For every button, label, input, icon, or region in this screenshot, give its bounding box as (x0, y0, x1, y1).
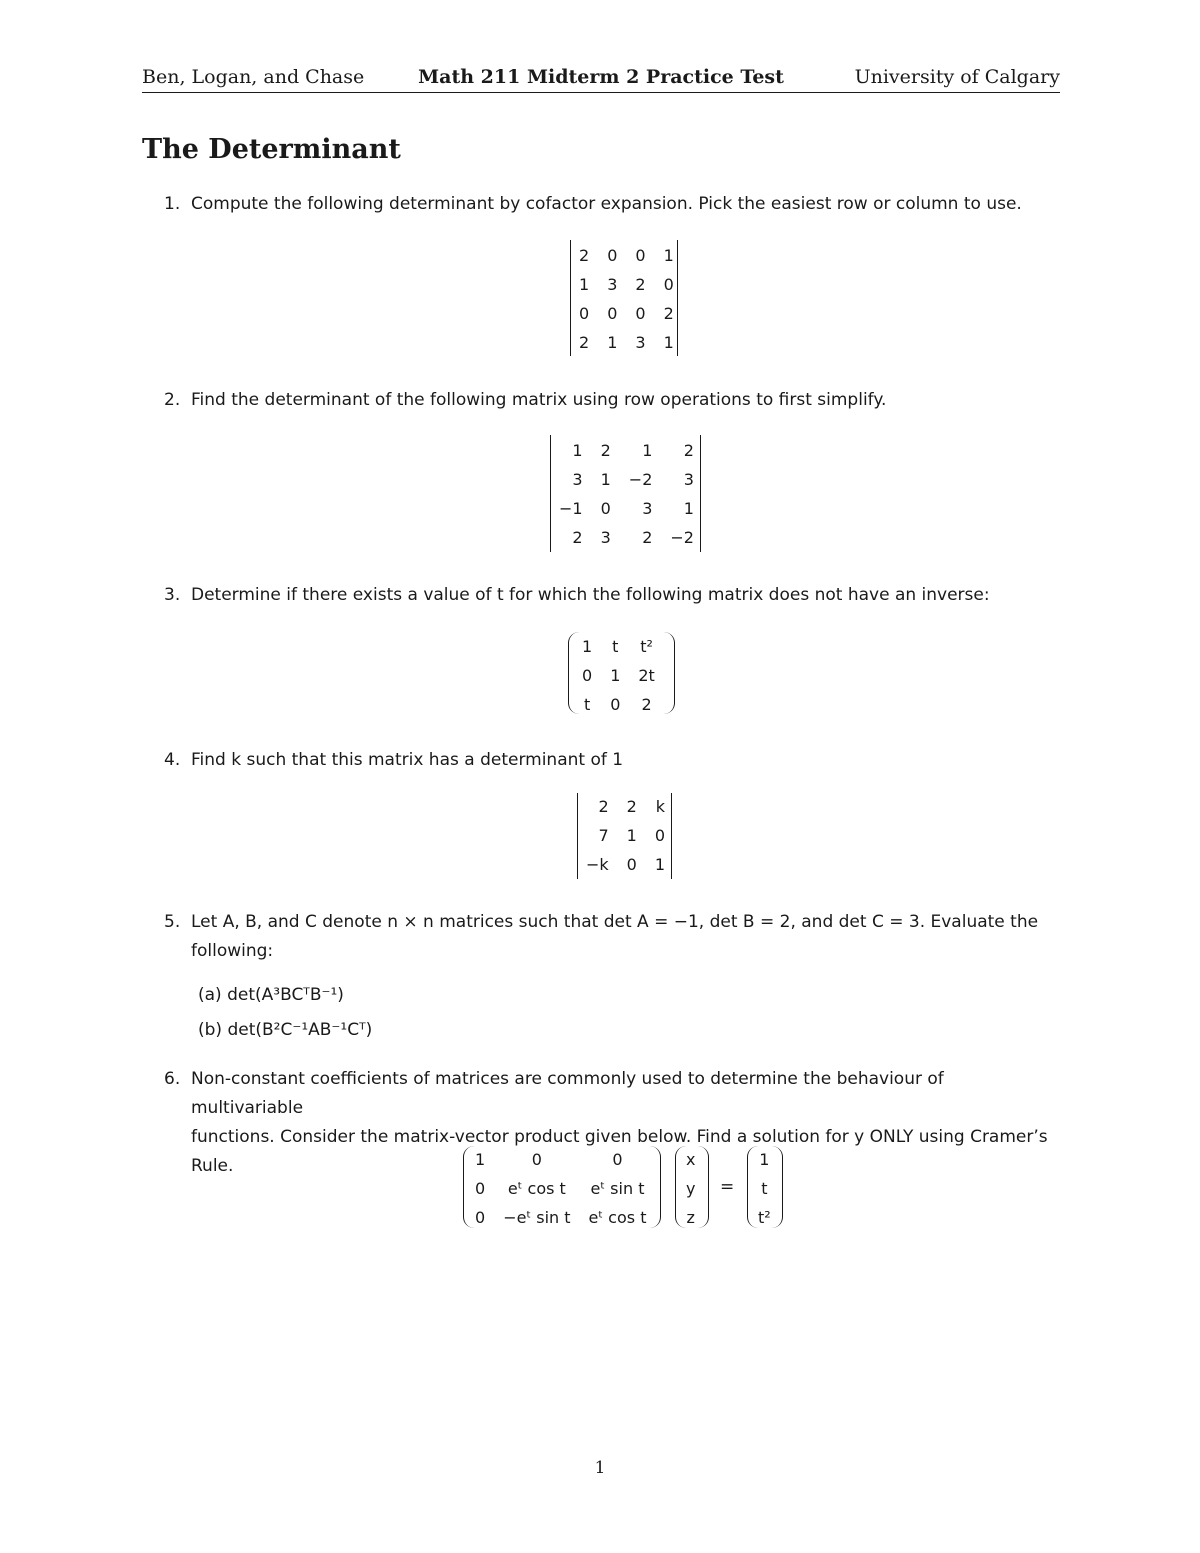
matrix-cell: 3 (642, 499, 653, 518)
matrix-cell: 0 (612, 1150, 623, 1169)
matrix-cell: z (686, 1208, 695, 1227)
matrix-cell: 1 (582, 637, 593, 656)
matrix-row (570, 241, 683, 270)
matrix-cell: 0 (663, 275, 674, 294)
matrix-cell: 7 (598, 826, 609, 845)
matrix-cell: eᵗ sin t (590, 1179, 645, 1198)
header-title: Math 211 Midterm 2 Practice Test (418, 66, 784, 88)
matrix-row (570, 270, 683, 299)
right-parenthesis (650, 1146, 661, 1228)
matrix-cell: 2 (598, 797, 609, 816)
matrix-cell: t (583, 695, 591, 714)
matrix-cell: 0 (635, 246, 646, 265)
problem-text-line: functions. Consider the matrix-vector product given below. Find a solution for y ONLY using Cramer’s (191, 1127, 1048, 1147)
right-parenthesis (698, 1146, 709, 1228)
problem-text: Compute the following determinant by cofactor expansion. Pick the easiest row or column to use. (191, 194, 1022, 214)
problem-text (191, 908, 1061, 966)
problem-text: Find k such that this matrix has a determinant of 1 (191, 750, 624, 770)
matrix-cell: 3 (683, 470, 694, 489)
matrix-cell: −2 (628, 470, 653, 489)
matrix-row (466, 1174, 655, 1203)
problem-number: 5. (164, 912, 181, 932)
matrix-cell: 3 (607, 275, 618, 294)
matrix-row (550, 494, 703, 523)
equals-sign: = (720, 1177, 735, 1197)
matrix-row (550, 523, 703, 552)
matrix-cell: 2 (579, 333, 590, 352)
matrix-cell: 0 (654, 826, 666, 845)
subpart-b: (b) det(B²C⁻¹AB⁻¹Cᵀ) (198, 1020, 373, 1040)
matrix-cell: eᵗ cos t (588, 1208, 647, 1227)
matrix-cell: −2 (670, 528, 694, 547)
matrix-cell: 1 (626, 826, 637, 845)
section-title: The Determinant (142, 134, 401, 165)
determinant-bar-right (671, 793, 672, 879)
matrix-cell: 1 (610, 666, 621, 685)
matrix-cell: −k (586, 855, 609, 874)
matrix-cell: 0 (475, 1179, 486, 1198)
matrix-row (550, 465, 703, 494)
problem-text-line: Let A, B, and C denote n × n matrices such that det A = −1, det B = 2, and det C = 3. Evaluate the (191, 912, 1039, 932)
coefficient-matrix (466, 1145, 655, 1232)
problem-text-line: Rule. (191, 1156, 234, 1176)
matrix-cell: t² (640, 637, 653, 656)
matrix-cell: 0 (475, 1208, 486, 1227)
matrix-cell: 1 (475, 1150, 486, 1169)
matrix-cell: 1 (579, 275, 590, 294)
matrix-cell: 0 (579, 304, 590, 323)
matrix-row (577, 850, 674, 879)
header-institution: University of Calgary (854, 66, 1060, 88)
matrix-p3 (573, 632, 664, 719)
matrix-cell: 0 (582, 666, 593, 685)
matrix-cell: 2 (572, 528, 583, 547)
problem-number: 6. (164, 1069, 181, 1089)
matrix-cell: 1 (572, 441, 583, 460)
right-parenthesis (664, 632, 675, 714)
problem-text-line: Non-constant coefficients of matrices are commonly used to determine the behaviour of multivariable (191, 1069, 944, 1118)
matrix-row (570, 299, 683, 328)
matrix-cell: t (612, 637, 619, 656)
matrix-row (573, 690, 664, 719)
matrix-cell: 1 (663, 246, 674, 265)
matrix-cell: 3 (635, 333, 646, 352)
matrix-cell: 1 (642, 441, 653, 460)
matrix-cell: 1 (683, 499, 694, 518)
matrix-cell: 2 (683, 441, 694, 460)
matrix-cell: 0 (600, 499, 611, 518)
matrix-p2 (550, 436, 703, 552)
matrix-cell: 2 (600, 441, 611, 460)
matrix-cell: t² (758, 1208, 771, 1227)
matrix-cell: 2 (635, 275, 646, 294)
matrix-cell: 0 (607, 304, 618, 323)
matrix-cell: 0 (635, 304, 646, 323)
page-number: 1 (594, 1458, 606, 1478)
subpart-a: (a) det(A³BCᵀB⁻¹) (198, 985, 344, 1005)
matrix-cell: y (686, 1179, 696, 1198)
matrix-row (573, 661, 664, 690)
matrix-cell: 1 (759, 1150, 770, 1169)
matrix-cell: x (686, 1150, 696, 1169)
problem-text: Find the determinant of the following matrix using row operations to first simplify. (191, 390, 887, 410)
determinant-bar-right (700, 435, 701, 552)
matrix-cell: 1 (663, 333, 674, 352)
matrix-cell: t (761, 1179, 768, 1198)
matrix-cell: 2 (663, 304, 674, 323)
matrix-cell: 1 (654, 855, 666, 874)
problem-number: 3. (164, 585, 181, 605)
matrix-row (466, 1145, 655, 1174)
matrix-cell: 1 (607, 333, 618, 352)
matrix-row (570, 328, 683, 357)
matrix-cell: 2 (579, 246, 590, 265)
matrix-row (577, 792, 674, 821)
problem-number: 2. (164, 390, 181, 410)
matrix-cell: 2 (642, 528, 653, 547)
problem-text-line: following: (191, 941, 274, 961)
matrix-cell: 0 (610, 695, 621, 714)
matrix-p1 (570, 241, 683, 357)
matrix-cell: 0 (531, 1150, 542, 1169)
problem-number: 4. (164, 750, 181, 770)
problem-text: Determine if there exists a value of t for which the following matrix does not have an inverse: (191, 585, 990, 605)
matrix-cell: −1 (559, 499, 583, 518)
determinant-bar-right (677, 240, 678, 356)
header-authors: Ben, Logan, and Chase (142, 66, 365, 88)
matrix-cell: 2t (638, 666, 655, 685)
matrix-cell: 0 (607, 246, 618, 265)
matrix-p4 (577, 792, 674, 879)
matrix-row (466, 1203, 655, 1232)
matrix-cell: 3 (600, 528, 611, 547)
matrix-row (573, 632, 664, 661)
matrix-row (577, 821, 674, 850)
matrix-cell: 0 (626, 855, 637, 874)
matrix-cell: k (655, 797, 666, 816)
matrix-cell: −eᵗ sin t (503, 1208, 571, 1227)
right-parenthesis (772, 1146, 783, 1228)
page-header (142, 66, 1060, 93)
matrix-row (550, 436, 703, 465)
matrix-cell: 3 (572, 470, 583, 489)
matrix-cell: eᵗ cos t (507, 1179, 566, 1198)
matrix-cell: 1 (600, 470, 611, 489)
problem-number: 1. (164, 194, 181, 214)
matrix-cell: 2 (641, 695, 652, 714)
matrix-cell: 2 (626, 797, 637, 816)
